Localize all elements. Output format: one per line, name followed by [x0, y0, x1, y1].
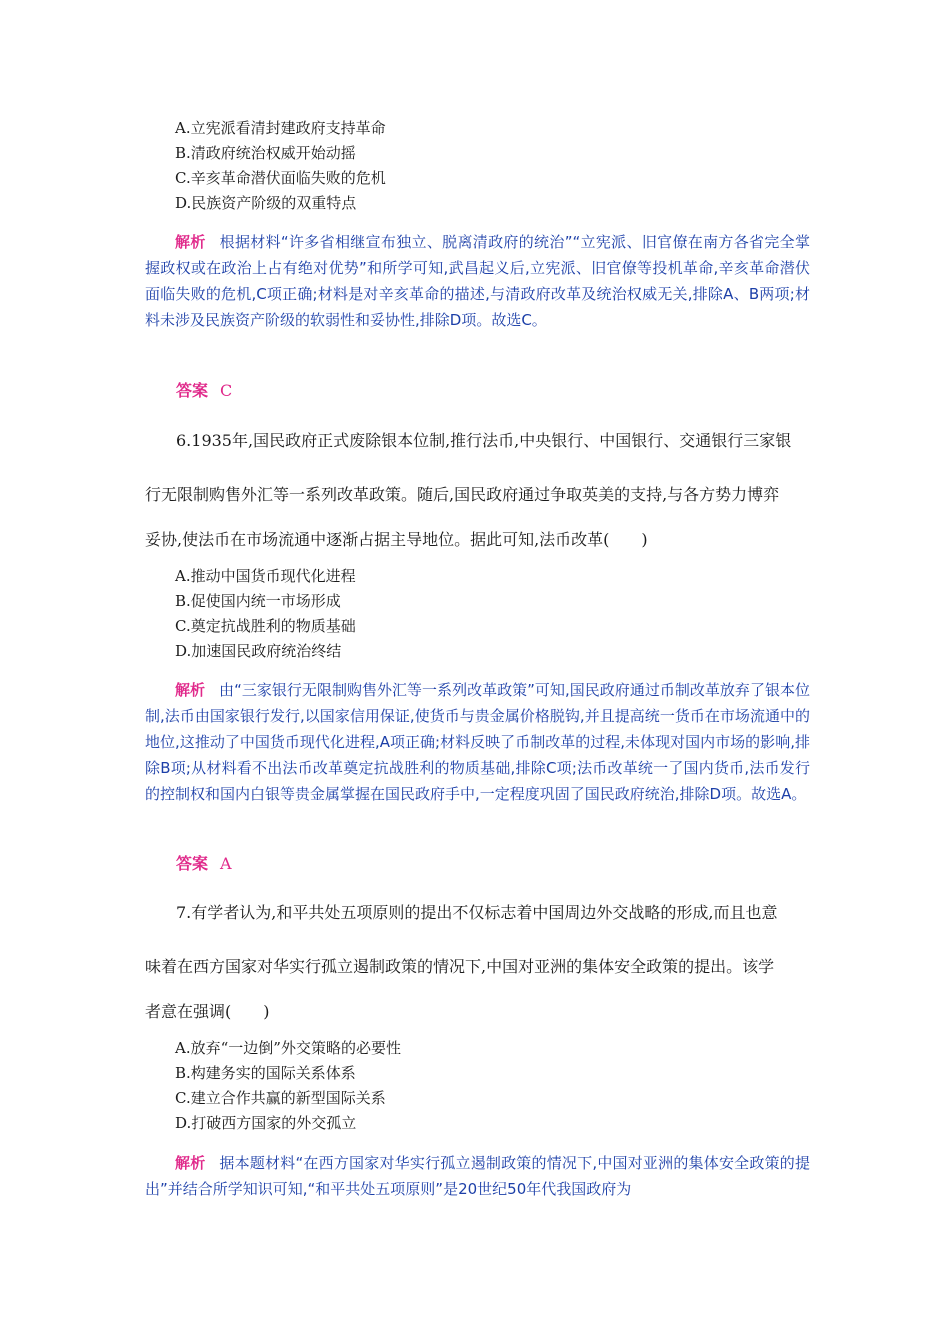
q6-stem-line-2: 行无限制购售外汇等一系列改革政策。随后,国民政府通过争取英美的支持,与各方势力博弈: [145, 485, 780, 504]
q5-option-d: D.民族资产阶级的双重特点: [175, 194, 357, 212]
q7-option-d: D.打破西方国家的外交孤立: [175, 1114, 357, 1132]
q7-stem-line-3: 者意在强调( ): [145, 1002, 270, 1021]
q7-stem-line-2: 味着在西方国家对华实行孤立遏制政策的情况下,中国对亚洲的集体安全政策的提出。该学: [145, 957, 775, 976]
q5-option-b: B.清政府统治权威开始动摇: [175, 144, 356, 162]
q5-option-c: C.辛亥革命潜伏面临失败的危机: [175, 169, 386, 187]
q6-option-d: D.加速国民政府统治终结: [175, 642, 342, 660]
q7-option-a: A.放弃“一边倒”外交策略的必要性: [175, 1039, 401, 1057]
q6-option-b: B.促使国内统一市场形成: [175, 592, 341, 610]
q5-analysis: [145, 229, 810, 333]
q6-option-c: C.奠定抗战胜利的物质基础: [175, 617, 356, 635]
q7-option-c: C.建立合作共赢的新型国际关系: [175, 1089, 386, 1107]
q7-analysis-text: 据本题材料“在西方国家对华实行孤立遏制政策的情况下,中国对亚洲的集体安全政策的提出”并结合所学知识可知,“和平共处五项原则”是20世纪50年代我国政府为: [145, 1154, 810, 1198]
q7-stem-line-1: 7.有学者认为,和平共处五项原则的提出不仅标志着中国周边外交战略的形成,而且也意: [176, 903, 778, 922]
q6-answer-label: 答案: [176, 854, 209, 873]
q5-answer: [176, 380, 232, 402]
q5-option-a: A.立宪派看清封建政府支持革命: [175, 119, 386, 137]
q6-analysis-label: 解析: [175, 681, 206, 699]
q5-answer-label: 答案: [176, 381, 209, 400]
q6-answer-value: A: [220, 854, 232, 873]
q7-option-b: B.构建务实的国际关系体系: [175, 1064, 356, 1082]
q7-analysis: [145, 1150, 810, 1202]
q6-option-a: A.推动中国货币现代化进程: [175, 567, 356, 585]
q6-analysis-text: 由“三家银行无限制购售外汇等一系列改革政策”可知,国民政府通过币制改革放弃了银本位制,法币由国家银行发行,以国家信用保证,使货币与贵金属价格脱钩,并且提高统一货币在市场流通中的地位,这推动了中国货币现代化进程,A项正确;材料反映了币制改革的过程,未体现对国内市场的影响,排除B项;从材料看不出法币改革奠定抗战胜利的物质基础,排除C项;法币改革统一了国内货币,法币发行的控制权和国内白银等贵金属掌握在国民政府手中,一定程度巩固了国民政府统治,排除D项。故选A。: [145, 681, 810, 803]
q6-stem-line-3: 妥协,使法币在市场流通中逐渐占据主导地位。据此可知,法币改革( ): [145, 530, 648, 549]
q7-analysis-label: 解析: [175, 1154, 206, 1172]
q6-answer: [176, 853, 232, 875]
q5-analysis-text: 根据材料“许多省相继宣布独立、脱离清政府的统治”“立宪派、旧官僚在南方各省完全掌握政权或在政治上占有绝对优势”和所学可知,武昌起义后,立宪派、旧官僚等投机革命,辛亥革命潜伏面临失败的危机,C项正确;材料是对辛亥革命的描述,与清政府改革及统治权威无关,排除A、B两项;材料未涉及民族资产阶级的软弱性和妥协性,排除D项。故选C。: [145, 233, 810, 329]
q6-analysis: [145, 677, 810, 807]
q6-stem-line-1: 6.1935年,国民政府正式废除银本位制,推行法币,中央银行、中国银行、交通银行三家银: [176, 431, 792, 450]
q5-analysis-label: 解析: [175, 233, 206, 251]
q5-answer-value: C: [220, 381, 233, 400]
